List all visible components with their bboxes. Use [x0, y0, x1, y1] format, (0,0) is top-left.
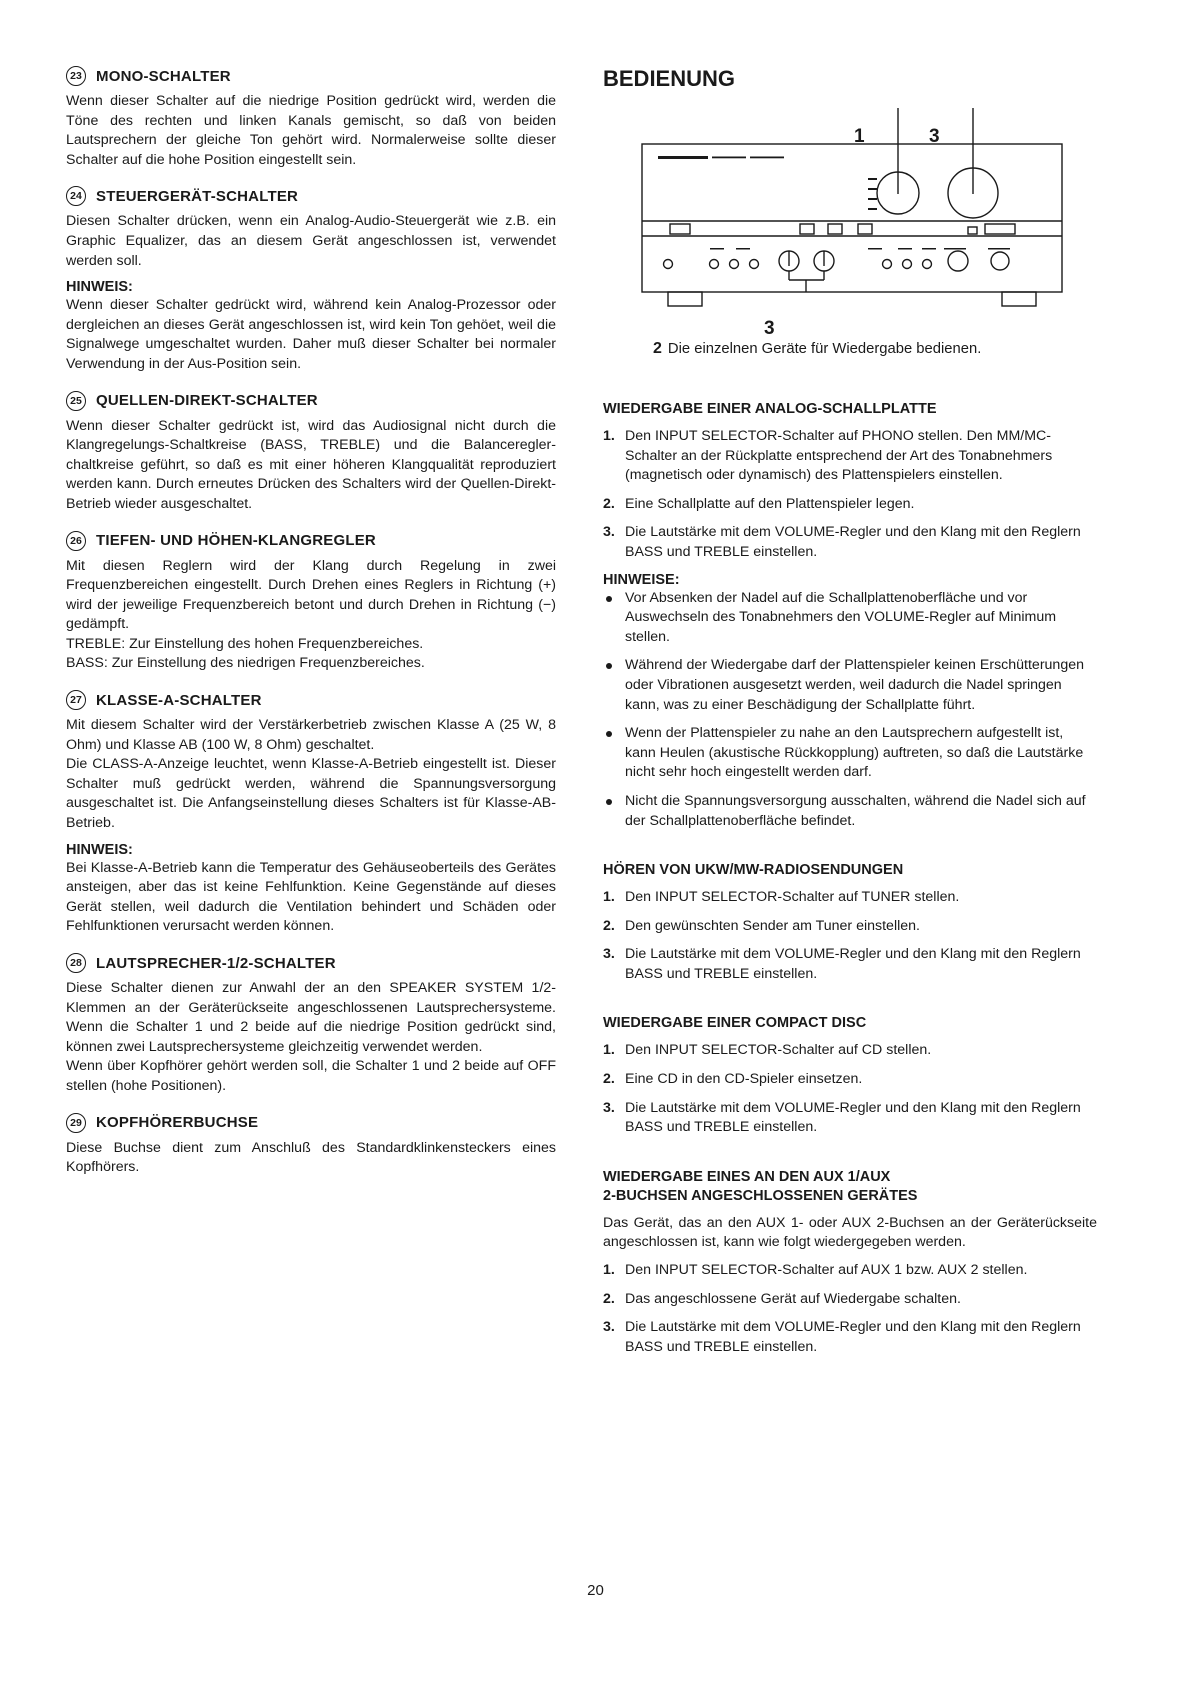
section-ukw-mw-radio	[603, 861, 1097, 984]
page-title: BEDIENUNG	[603, 66, 736, 91]
diagram-label-3-top: 3	[929, 126, 940, 147]
right-column	[603, 66, 1097, 1366]
section-title: HÖREN VON UKW/MW-RADIOSENDUNGEN	[603, 862, 904, 879]
diagram-label-1: 1	[854, 126, 865, 147]
section-title: KLASSE-A-SCHALTER	[96, 691, 262, 709]
section-title: LAUTSPRECHER-1/2-SCHALTER	[96, 954, 336, 972]
section-title: WIEDERGABE EINER ANALOG-SCHALLPLATTE	[603, 401, 937, 417]
item-number-badge: 29	[66, 1113, 86, 1133]
paragraph: Wenn dieser Schalter gedrückt ist, wird das Audiosignal nicht durch die Klangregelungs-Schaltkreise (BASS, TREBLE) und die Balanceregler-chaltkreise geführt, so daß es mit einer höheren Klangqualität reproduziert werden kann. Durch erneutes Drücken des Schalters wird der Quellen-Direkt-Betrieb wieder ausgeschaltet.	[66, 417, 556, 512]
section-steuergeraet-schalter	[66, 186, 556, 374]
paragraph: BASS: Zur Einstellung des niedrigen Frequenzbereiches.	[66, 655, 425, 672]
steps-list	[603, 1041, 1097, 1137]
step-item: 1. Den INPUT SELECTOR-Schalter auf PHONO stellen. Den MM/MC-Schalter an der Rückplatte entsprechend der Art des Tonabnehmers (magnetisch oder dynamisch) des Plattenspielers einstellen.	[603, 428, 1053, 484]
paragraph: Diese Schalter dienen zur Anwahl der an den SPEAKER SYSTEM 1/2-Klemmen an der Geräterückseite angeschlossenen Lautsprechersysteme. Wenn die Schalter 1 und 2 beide auf die niedrige Position gedrückt sind, können zwei Lautsprechersysteme gleichzeitig verwendet werden.	[66, 980, 556, 1055]
item-number-badge: 23	[66, 66, 86, 86]
amplifier-foot-right	[1002, 292, 1036, 306]
paragraph: Wenn über Kopfhörer gehört werden soll, die Schalter 1 und 2 beide auf OFF stellen (hohe Positionen).	[66, 1058, 556, 1094]
step-item: 3. Die Lautstärke mit dem VOLUME-Regler und den Klang mit den Reglern BASS und TREBLE einstellen.	[603, 1319, 1081, 1355]
note-item: Wenn der Plattenspieler zu nahe an den Lautsprechern aufgestellt ist, kann Heulen (akustische Rückkopplung) auftreten, so daß die Lautstärke nicht sehr hoch eingestellt werden darf.	[603, 724, 1097, 783]
section-lautsprecher-schalter	[66, 953, 556, 1097]
section-title: MONO-SCHALTER	[96, 67, 231, 85]
step-item: 1. Den INPUT SELECTOR-Schalter auf TUNER stellen.	[603, 889, 960, 906]
note-heading: HINWEISE:	[603, 571, 680, 588]
step-item: 1. Den INPUT SELECTOR-Schalter auf AUX 1 bzw. AUX 2 stellen.	[603, 1262, 1028, 1279]
section-title: STEUERGERÄT-SCHALTER	[96, 187, 299, 205]
paragraph: TREBLE: Zur Einstellung des hohen Frequenzbereiches.	[66, 635, 424, 652]
note-heading: HINWEIS:	[66, 841, 133, 858]
section-kopfhoererbuchse	[66, 1113, 556, 1178]
steps-list	[603, 1261, 1097, 1357]
section-title: TIEFEN- UND HÖHEN-KLANGREGLER	[96, 532, 376, 549]
step-item: 3. Die Lautstärke mit dem VOLUME-Regler und den Klang mit den Reglern BASS und TREBLE einstellen.	[603, 1099, 1081, 1136]
diagram-caption	[653, 340, 1097, 358]
section-analog-schallplatte	[603, 400, 1097, 831]
paragraph: Mit diesen Reglern wird der Klang durch Regelung in zwei Frequenzbereichen eingestellt. Durch Drehen eines Reglers in Richtung (+) wird der jeweilige Frequenzbereich betont und durch Drehen in Richtung (−) gedämpft.	[66, 557, 556, 633]
amplifier-illustration	[640, 104, 1064, 336]
page-number: 20	[587, 1582, 604, 1599]
steps-list	[603, 427, 1097, 563]
section-klangregler	[66, 531, 556, 675]
section-title: WIEDERGABE EINES AN DEN AUX 1/AUX 2-BUCHSEN ANGESCHLOSSENEN GERÄTES	[603, 1168, 918, 1204]
paragraph: Diese Buchse dient zum Anschluß des Standardklinkensteckers eines Kopfhörers.	[66, 1139, 556, 1176]
item-number-badge: 26	[66, 531, 86, 551]
amplifier-front-panel-diagram	[640, 104, 1064, 336]
note-item: Nicht die Spannungsversorgung ausschalten, während die Nadel sich auf der Schallplattenoberfläche befindet.	[603, 792, 1097, 831]
step-item: 2. Das angeschlossene Gerät auf Wiedergabe schalten.	[603, 1290, 961, 1307]
section-title: QUELLEN-DIREKT-SCHALTER	[96, 392, 318, 410]
caption-text: Die einzelnen Geräte für Wiedergabe bedienen.	[667, 341, 982, 357]
paragraph: Die CLASS-A-Anzeige leuchtet, wenn Klasse-A-Betrieb eingestellt ist. Dieser Schalter muß gedrückt werden, während die Spannungsversorgung ausgeschaltet ist. Die Anfangseinstellung dieses Schalters ist für Klasse-AB-Betrieb.	[66, 756, 556, 832]
paragraph: Wenn dieser Schalter auf die niedrige Position gedrückt wird, werden die Töne des rechten und linken Kanals gemischt, so daß von beiden Lautsprechern der gleiche Ton gehört wird. Normalerweise sollte dieser Schalter auf die hohe Position eingestellt sein.	[66, 93, 556, 168]
note-item: Vor Absenken der Nadel auf die Schallplattenoberfläche und vor Auswechseln des Tonabnehmers den VOLUME-Regler auf Minimum stellen.	[603, 589, 1097, 648]
section-quellen-direkt-schalter	[66, 391, 556, 515]
brand-logo	[658, 156, 708, 159]
note-item: Während der Wiedergabe darf der Plattenspieler keinen Erschütterungen oder Vibrationen ausgesetzt werden, weil dadurch die Nadel springen kann, was zu einer Beschädigung der Schallplatte führt.	[603, 656, 1097, 715]
step-item: 2. Eine Schallplatte auf den Plattenspieler legen.	[603, 495, 915, 512]
step-item: 1. Den INPUT SELECTOR-Schalter auf CD stellen.	[603, 1042, 932, 1059]
section-title: KOPFHÖRERBUCHSE	[96, 1114, 259, 1132]
steps-list	[603, 888, 1097, 984]
left-column	[66, 66, 556, 1194]
note-heading: HINWEIS:	[66, 279, 133, 296]
amplifier-foot-left	[668, 292, 702, 306]
step-item: 3. Die Lautstärke mit dem VOLUME-Regler und den Klang mit den Reglern BASS und TREBLE einstellen.	[603, 946, 1081, 982]
step-item: 3. Die Lautstärke mit dem VOLUME-Regler und den Klang mit den Reglern BASS und TREBLE einstellen.	[603, 524, 1081, 560]
section-title: WIEDERGABE EINER COMPACT DISC	[603, 1015, 867, 1032]
item-number-badge: 24	[66, 186, 86, 206]
paragraph: Das Gerät, das an den AUX 1- oder AUX 2-Buchsen an der Geräterückseite angeschlossen ist, kann wie folgt wiedergegeben werden.	[603, 1214, 1097, 1251]
paragraph: Bei Klasse-A-Betrieb kann die Temperatur des Gehäuseoberteils des Gerätes ansteigen, aber das ist keine Fehlfunktion. Keine Gegenstände auf dieses Gerät stellen, weil dadurch die Ventilation behindert und Schäden oder Fehlfunktionen verursacht werden können.	[66, 859, 556, 935]
section-aux	[603, 1168, 1097, 1358]
section-mono-schalter	[66, 66, 556, 170]
step-item: 2. Den gewünschten Sender am Tuner einstellen.	[603, 917, 920, 934]
diagram-label-3-bottom: 3	[764, 318, 775, 339]
section-klasse-a-schalter	[66, 690, 556, 937]
step-item: 2. Eine CD in den CD-Spieler einsetzen.	[603, 1071, 863, 1088]
item-number-badge: 25	[66, 391, 86, 411]
item-number-badge: 27	[66, 690, 86, 710]
notes-list	[603, 589, 1097, 832]
section-compact-disc	[603, 1014, 1097, 1137]
paragraph: Mit diesem Schalter wird der Verstärkerbetrieb zwischen Klasse A (25 W, 8 Ohm) und Klasse AB (100 W, 8 Ohm) geschaltet.	[66, 717, 556, 753]
paragraph: Wenn dieser Schalter gedrückt wird, während kein Analog-Prozessor oder dergleichen an dieses Gerät angeschlossen ist, wird kein Ton gehöet, weil die Signalwege umgeschaltet wurden. Daher muß dieser Schalter bei normaler Verwendung in der Aus-Position sein.	[66, 297, 556, 372]
caption-number: 2	[653, 340, 662, 357]
item-number-badge: 28	[66, 953, 86, 973]
paragraph: Diesen Schalter drücken, wenn ein Analog-Audio-Steuergerät wie z.B. ein Graphic Equalizer, das an diesem Gerät angeschlossen ist, verwendet werden soll.	[66, 213, 556, 269]
